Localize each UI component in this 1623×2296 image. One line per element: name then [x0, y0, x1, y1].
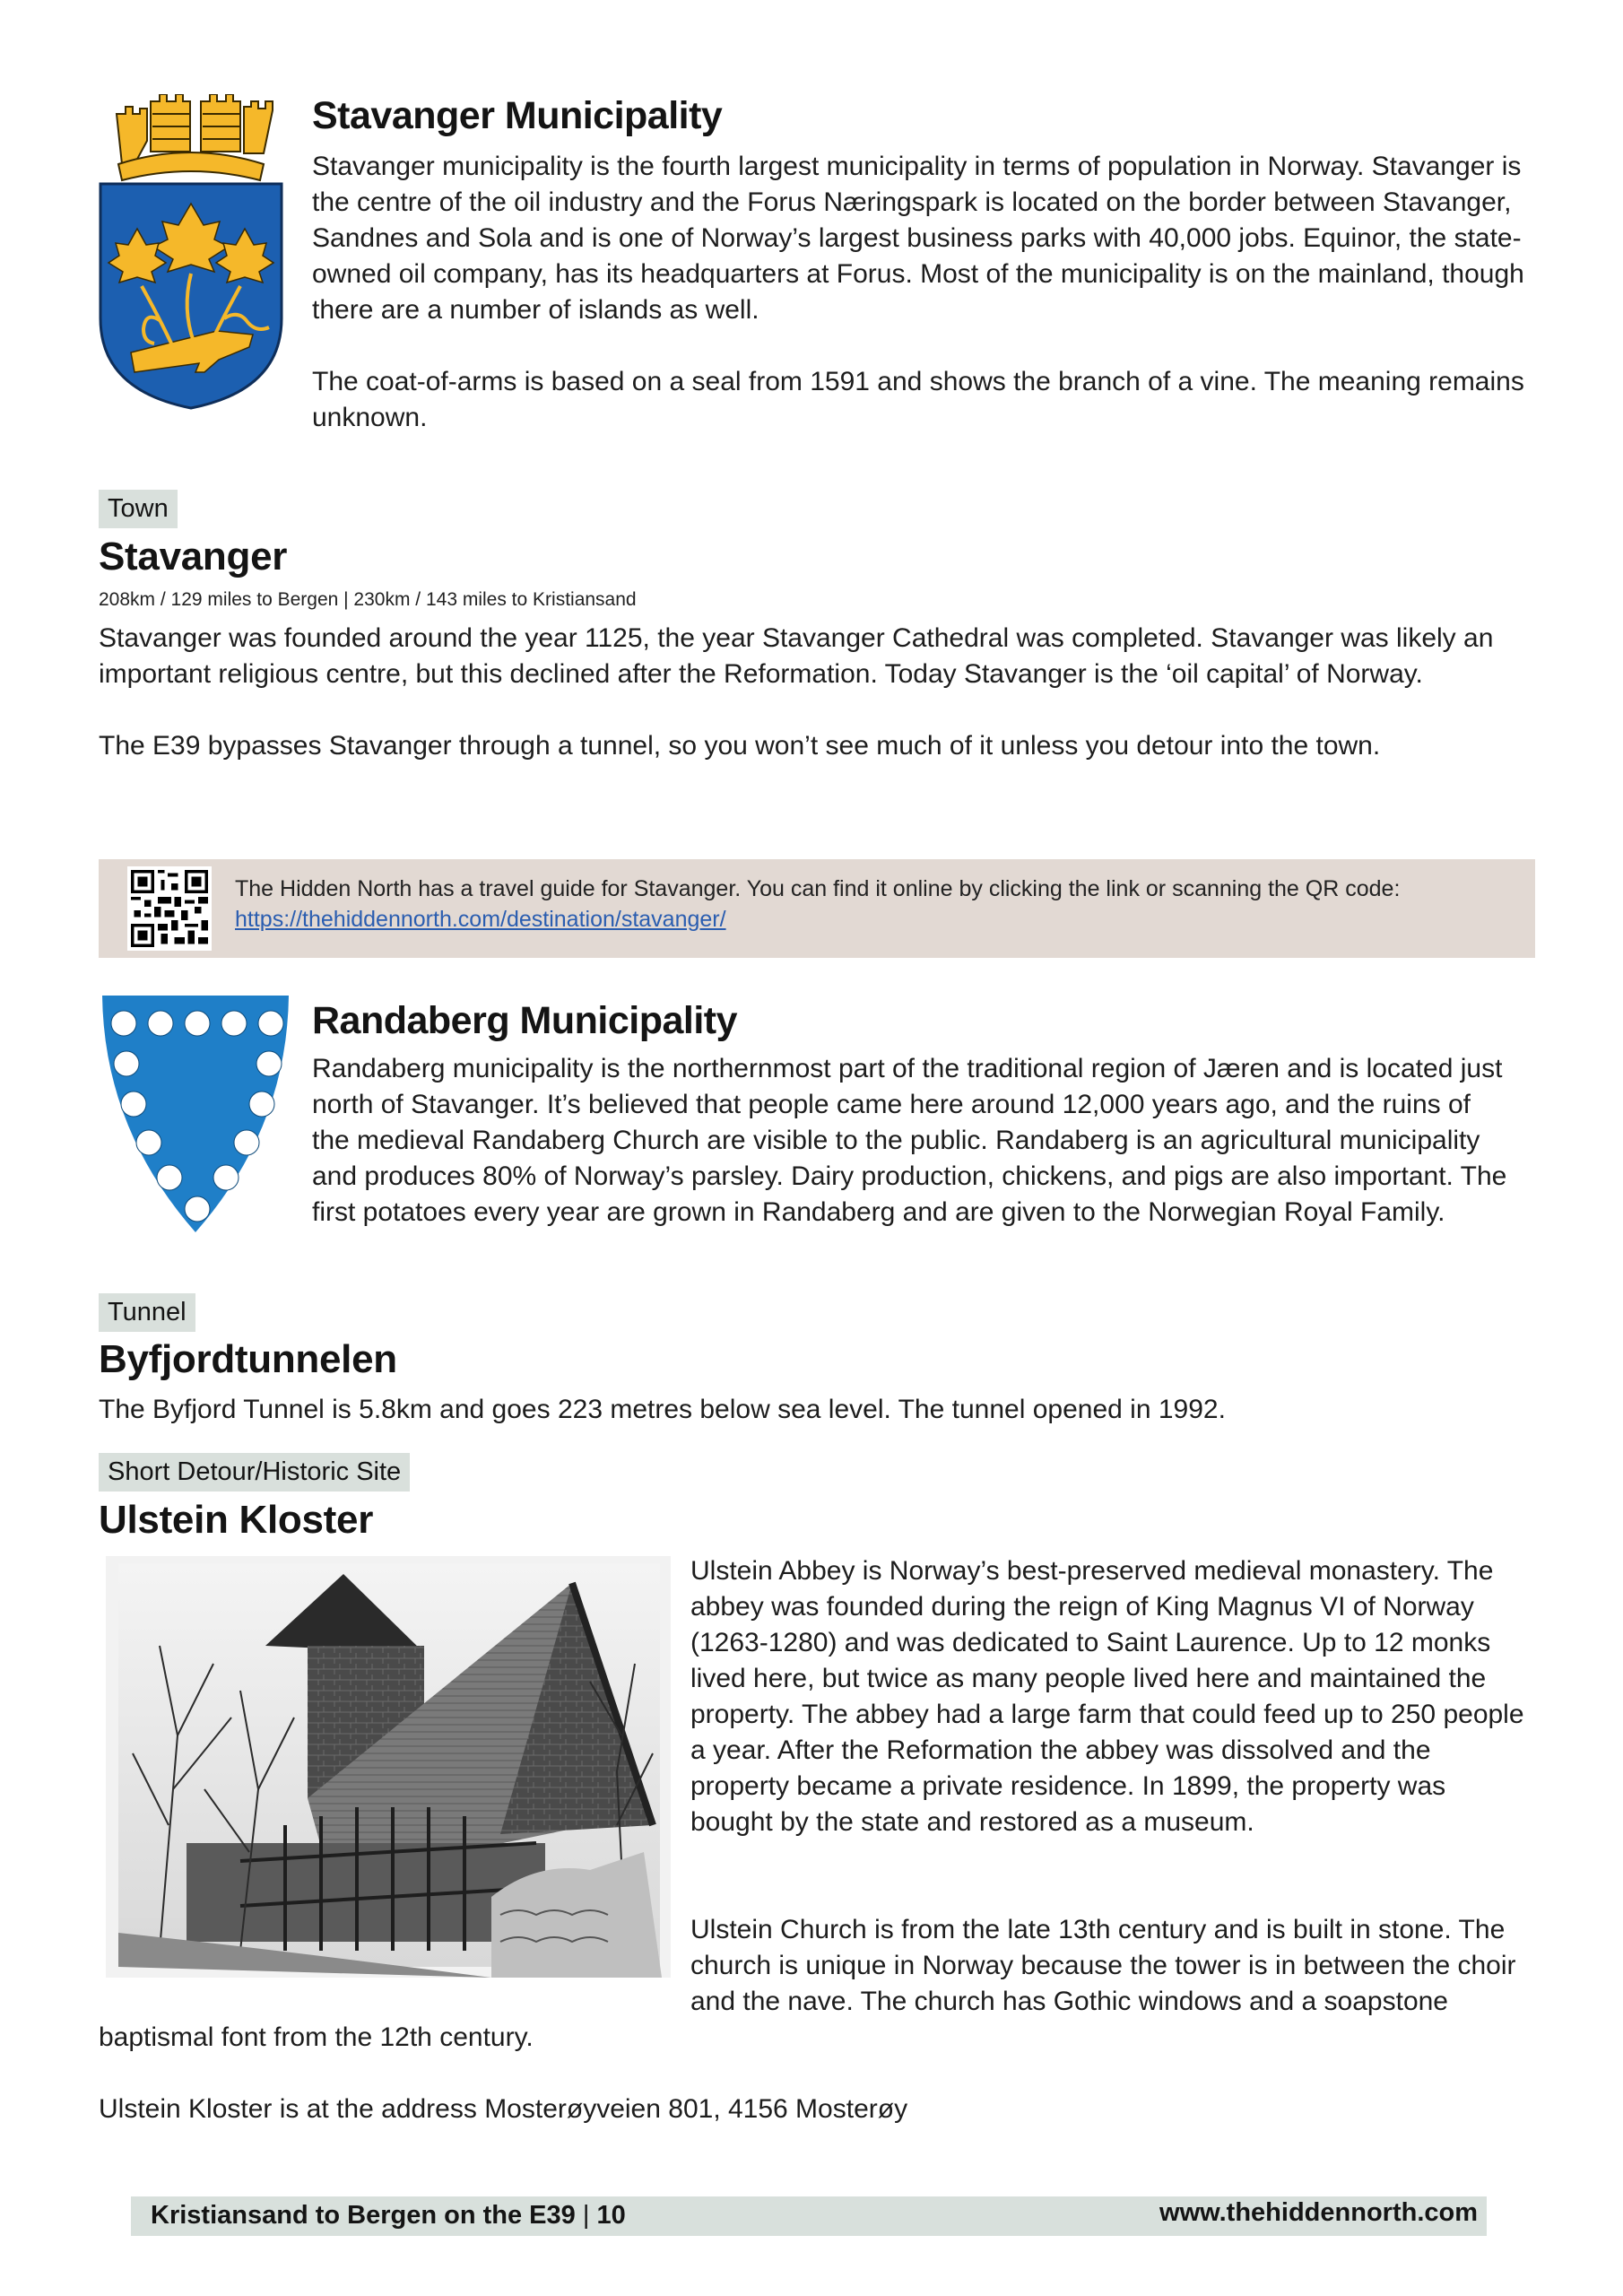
ulstein-kloster-body-lower	[99, 1912, 1533, 2127]
info-box-description: The Hidden North has a travel guide for Stavanger. You can find it online by clicking the link or scanning the QR code:	[235, 876, 1401, 901]
stavanger-municipality-body	[312, 149, 1533, 436]
footer-website[interactable]: www.thehiddennorth.com	[1159, 2198, 1478, 2227]
travel-guide-info-box	[99, 859, 1535, 958]
stavanger-municipality-paragraph-1: Stavanger municipality is the fourth largest municipality in terms of population in Norway. Stavanger is the centre of the oil industry and the Forus Næringspark is located on the border between Stavanger, Sandnes and Sola and is one of Norway’s largest business parks with 40,000 jobs. Equinor, the state-owned oil company, has its headquarters at Forus. Most of the municipality is on the mainland, though there are a number of islands as well.	[312, 152, 1524, 325]
randaberg-municipality-body	[312, 1051, 1514, 1231]
travel-guide-link[interactable]: https://thehiddennorth.com/destination/stavanger/	[235, 907, 726, 932]
ulstein-kloster-paragraph-1: Ulstein Abbey is Norway’s best-preserved medieval monastery. The abbey was founded during the reign of King Magnus VI of Norway (1263-1280) and was dedicated to Saint Laurence. Up to 12 monks lived here, but twice as many people lived here and maintained the property. The abbey had a large farm that could feed up to 250 people a year. After the Reformation the abbey was dissolved and the property became a private residence. In 1899, the property was bought by the state and restored as a museum.	[690, 1556, 1524, 1837]
info-box-text	[235, 874, 1508, 935]
distance-info: 208km / 129 miles to Bergen | 230km / 143 miles to Kristiansand	[99, 589, 637, 610]
stavanger-municipality-paragraph-2: The coat-of-arms is based on a seal from 1591 and shows the branch of a vine. The meaning remains unknown.	[312, 367, 1524, 432]
randaberg-municipality-title: Randaberg Municipality	[312, 999, 738, 1042]
category-tag-town: Town	[99, 490, 178, 528]
randaberg-municipality-paragraph-1: Randaberg municipality is the northernmost part of the traditional region of Jæren and is located just north of Stavanger. It’s believed that people came here around 12,000 years ago, and the ruins of the medieval Randaberg Church are visible to the public. Randaberg is an agricultural municipality and produces 80% of Norway’s parsley. Dairy production, chickens, and pigs are also important. The first potatoes every year are grown in Randaberg and are given to the Norwegian Royal Family.	[312, 1054, 1507, 1227]
footer-title-page	[151, 2201, 626, 2231]
stavanger-municipality-title: Stavanger Municipality	[312, 94, 723, 137]
stavanger-title: Stavanger	[99, 535, 288, 578]
ulstein-kloster-title: Ulstein Kloster	[99, 1498, 374, 1542]
stavanger-town-paragraph-1: Stavanger was founded around the year 1125, the year Stavanger Cathedral was completed. Stavanger was likely an important religious centre, but this declined after the Reformation. Today Stavanger is the ‘oil capital’ of Norway.	[99, 623, 1494, 689]
qr-code-icon[interactable]	[127, 866, 212, 951]
stavanger-town-paragraph-2: The E39 bypasses Stavanger through a tunnel, so you won’t see much of it unless you detour into the town.	[99, 731, 1381, 761]
footer-page-number: 10	[596, 2201, 626, 2230]
ulstein-kloster-paragraph-3: Ulstein Kloster is at the address Mosterøyveien 801, 4156 Mosterøy	[99, 2094, 908, 2124]
ulstein-kloster-paragraph-2: Ulstein Church is from the late 13th century and is built in stone. The church is unique in Norway because the tower is in between the choir and the nave. The church has Gothic windows and a soapstone baptismal font from the 12th century.	[99, 1915, 1516, 2052]
page-footer	[131, 2196, 1487, 2236]
byfjordtunnelen-title: Byfjordtunnelen	[99, 1337, 397, 1381]
category-tag-tunnel: Tunnel	[99, 1293, 195, 1332]
stavanger-coat-of-arms-icon	[97, 94, 285, 410]
byfjordtunnelen-body	[99, 1392, 1533, 1428]
footer-separator: |	[582, 2201, 590, 2230]
byfjordtunnelen-paragraph-1: The Byfjord Tunnel is 5.8km and goes 223 metres below sea level. The tunnel opened in 1992.	[99, 1395, 1226, 1424]
footer-guide-title: Kristiansand to Bergen on the E39	[151, 2201, 576, 2230]
photo-float-spacer	[99, 1912, 690, 2020]
randaberg-coat-of-arms-icon	[100, 994, 291, 1236]
stavanger-town-body	[99, 621, 1533, 764]
ulstein-kloster-body-upper	[690, 1553, 1533, 1840]
category-tag-short-detour-historic-site: Short Detour/Historic Site	[99, 1453, 410, 1492]
